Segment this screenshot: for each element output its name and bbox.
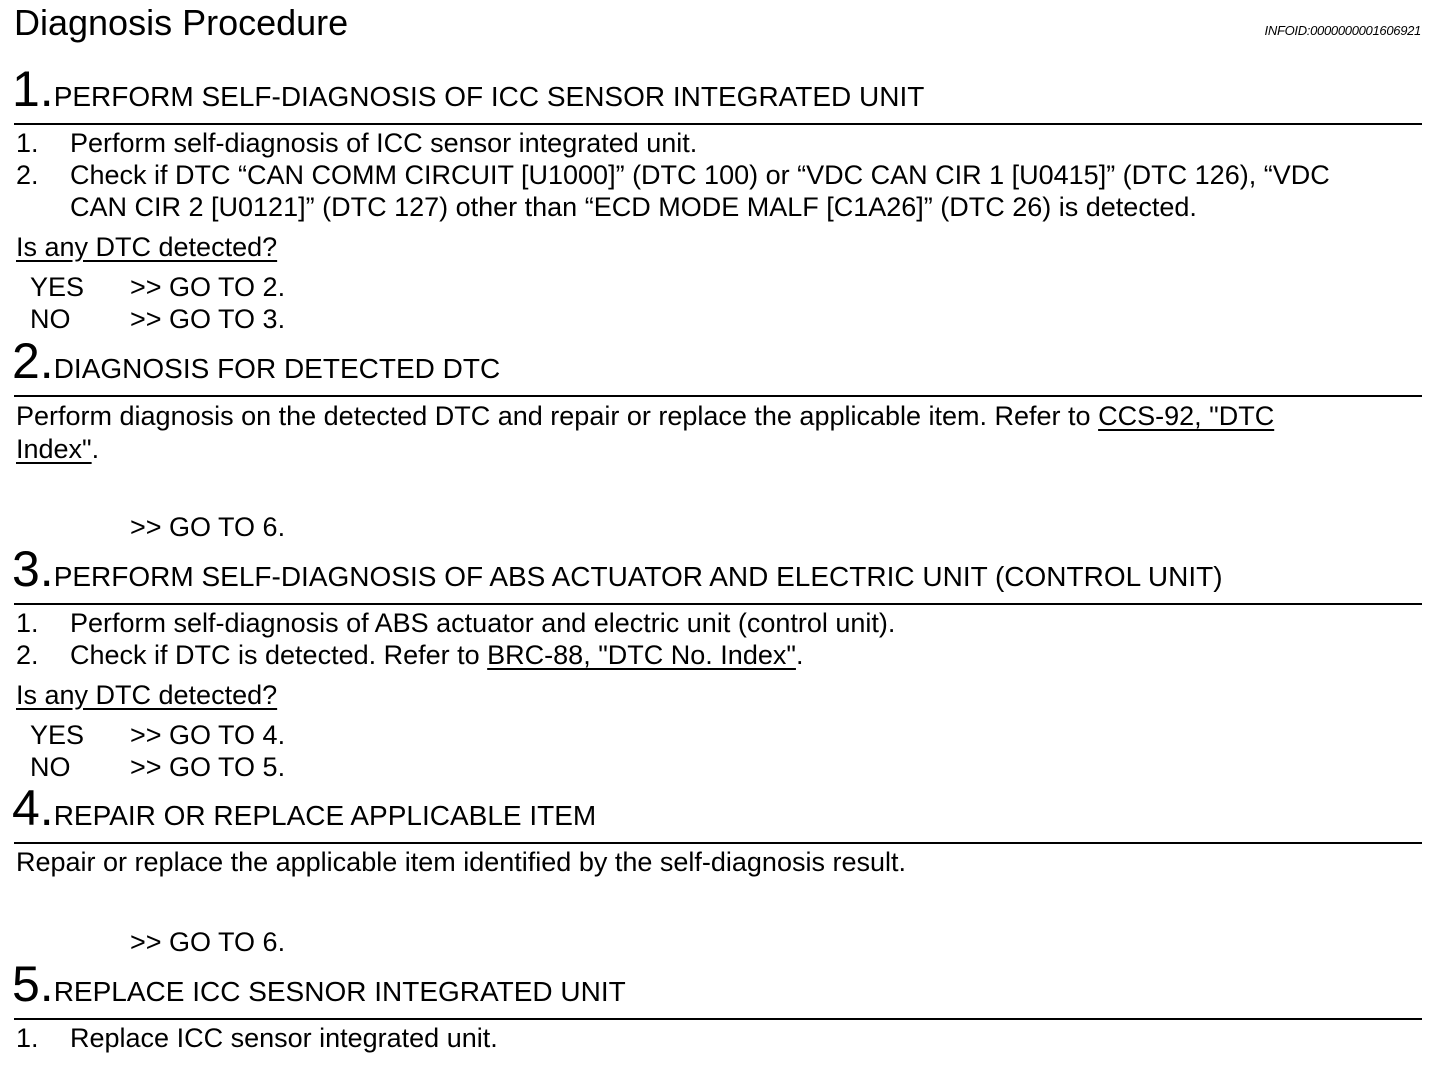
step-divider: [14, 842, 1422, 844]
list-item-text: Perform self-diagnosis of ICC sensor integrated unit.: [70, 128, 698, 158]
step-number: 3.: [12, 541, 54, 597]
question: Is any DTC detected?: [16, 232, 278, 262]
punctuation: .: [91, 434, 100, 464]
yes-label: YES: [30, 720, 85, 750]
step-number: 2.: [12, 333, 54, 389]
list-item-lead: Check if DTC is detected. Refer to: [70, 640, 480, 670]
paragraph: [16, 400, 1422, 466]
list-item-text: [70, 640, 803, 671]
list-item-text: Perform self-diagnosis of ABS actuator and electric unit (control unit).: [70, 608, 896, 638]
step-heading-3: [12, 541, 1223, 597]
list-item-number: 1.: [16, 128, 39, 158]
go-to-action: >> GO TO 6.: [130, 512, 286, 542]
punctuation: .: [795, 640, 804, 670]
no-label: NO: [30, 752, 71, 782]
step-title: PERFORM SELF-DIAGNOSIS OF ABS ACTUATOR AND ELECTRIC UNIT (CONTROL UNIT): [53, 561, 1223, 592]
list-item-text-continued: CAN CIR 2 [U0121]” (DTC 127) other than “ECD MODE MALF [C1A26]” (DTC 26) is detected.: [70, 192, 1197, 222]
list-item-text: Check if DTC “CAN COMM CIRCUIT [U1000]” (DTC 100) or “VDC CAN CIR 1 [U0415]” (DTC 126), “VDC: [70, 160, 1330, 190]
step-title: DIAGNOSIS FOR DETECTED DTC: [53, 353, 501, 384]
step-divider: [14, 603, 1422, 605]
step-title: PERFORM SELF-DIAGNOSIS OF ICC SENSOR INTEGRATED UNIT: [53, 81, 925, 112]
step-heading-4: [12, 780, 597, 836]
page-title: Diagnosis Procedure: [14, 2, 349, 43]
yes-action: >> GO TO 4.: [130, 720, 286, 750]
step-title: REPAIR OR REPLACE APPLICABLE ITEM: [53, 800, 597, 831]
step-title: REPLACE ICC SESNOR INTEGRATED UNIT: [53, 976, 626, 1007]
step-heading-5: [12, 956, 626, 1012]
step-number: 1.: [12, 61, 54, 117]
step-heading-1: [12, 61, 925, 117]
step-divider: [14, 123, 1422, 125]
no-action: >> GO TO 5.: [130, 752, 286, 782]
list-item-number: 1.: [16, 1023, 39, 1053]
step-number: 5.: [12, 956, 54, 1012]
step-divider: [14, 1018, 1422, 1020]
info-id: INFOID:0000000001606921: [1264, 23, 1421, 38]
yes-action: >> GO TO 2.: [130, 272, 286, 302]
list-item-text: Replace ICC sensor integrated unit.: [70, 1023, 498, 1053]
question: Is any DTC detected?: [16, 680, 278, 710]
paragraph-text: Perform diagnosis on the detected DTC and repair or replace the applicable item. Refer to: [16, 401, 1091, 431]
step-heading-2: [12, 333, 501, 389]
step-divider: [14, 395, 1422, 397]
list-item-number: 2.: [16, 640, 39, 670]
link-dtc-index-continued[interactable]: Index": [16, 434, 92, 464]
paragraph-text: Repair or replace the applicable item identified by the self-diagnosis result.: [16, 847, 906, 877]
list-item-number: 2.: [16, 160, 39, 190]
no-action: >> GO TO 3.: [130, 304, 286, 334]
yes-label: YES: [30, 272, 85, 302]
link-brc-88[interactable]: BRC-88, "DTC No. Index": [487, 640, 796, 670]
list-item-number: 1.: [16, 608, 39, 638]
go-to-action: >> GO TO 6.: [130, 927, 286, 957]
link-dtc-index[interactable]: CCS-92, "DTC: [1098, 401, 1275, 431]
step-number: 4.: [12, 780, 54, 836]
no-label: NO: [30, 304, 71, 334]
